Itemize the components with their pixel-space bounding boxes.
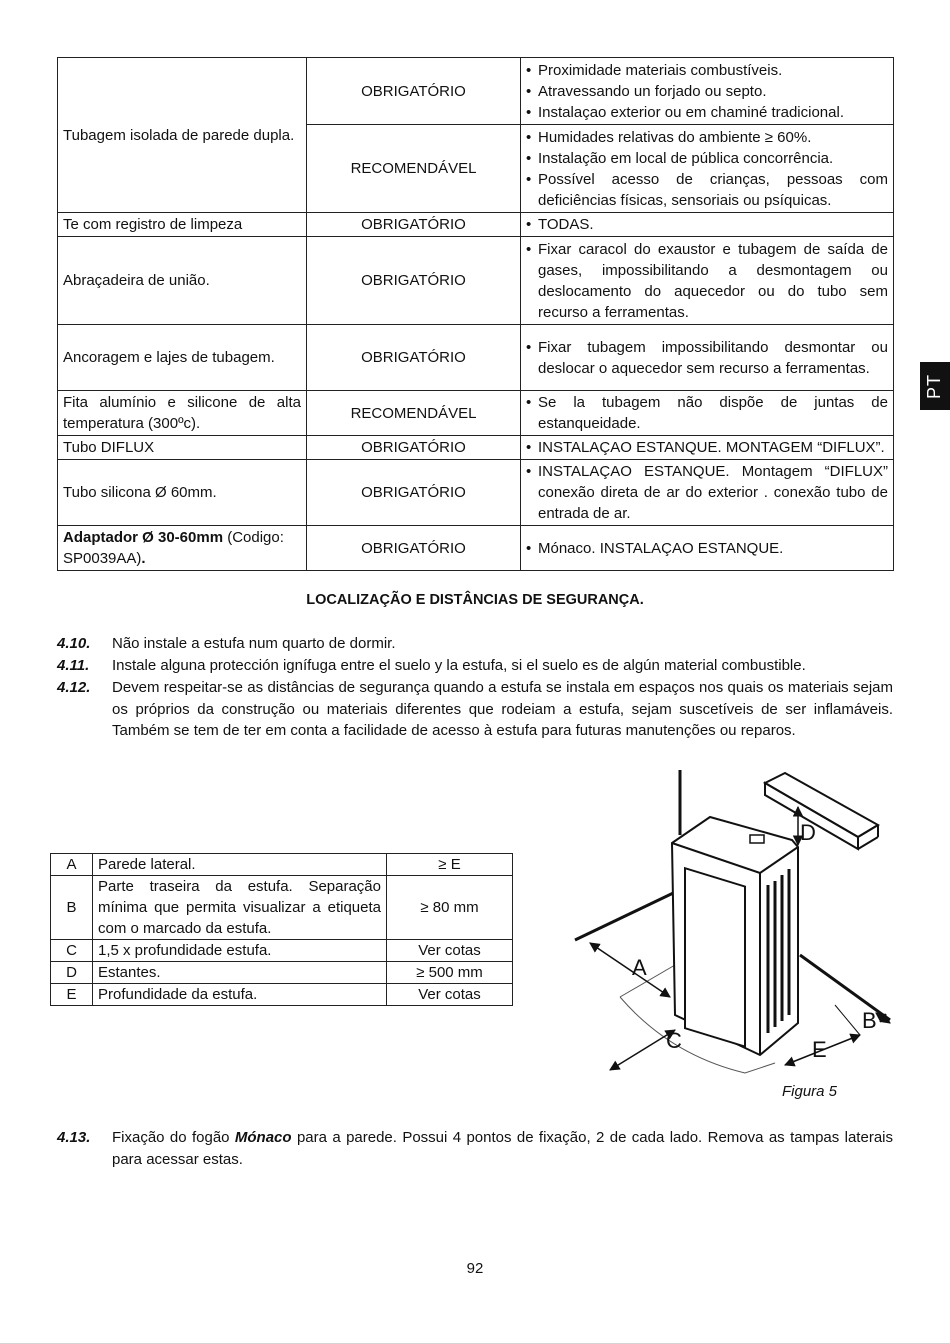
- figure-caption: Figura 5: [782, 1083, 838, 1100]
- item-cell: Tubo silicona Ø 60mm.: [58, 460, 307, 526]
- paragraph-number: 4.10.: [57, 635, 91, 652]
- item-cell: Abraçadeira de união.: [58, 237, 307, 325]
- paragraph-text-post: para a parede. Possui 4 pontos de fixação, 2 de cada lado. Remova as tampas laterais para acessar estas.: [112, 1129, 893, 1168]
- letter-cell: A: [51, 854, 93, 876]
- bullet-item: • TODAS.: [526, 214, 888, 235]
- section-heading: LOCALIZAÇÃO E DISTÂNCIAS DE SEGURANÇA.: [306, 592, 644, 608]
- requirements-table: [57, 57, 894, 571]
- label-c: C: [666, 1028, 682, 1053]
- label-e: E: [812, 1037, 827, 1062]
- paragraph-text: Devem respeitar-se as distâncias de segurança quando a estufa se instala em espaços nos quais os materiais sejam os próprios da construção ou materiais diferentes que rodeiam a estufa, sejam suscetíveis de ser inflamáveis. Também se tem de ter em conta a facilidade de acesso à estufa para futuras manutenções ou reparos.: [112, 679, 893, 739]
- desc-cell: Parede lateral.: [93, 854, 387, 876]
- status-cell: OBRIGATÓRIO: [307, 526, 521, 571]
- item-cell: [58, 526, 307, 571]
- dimension-a-arrow: [590, 943, 670, 997]
- status-cell: OBRIGATÓRIO: [307, 436, 521, 460]
- bullets-cell: [521, 125, 894, 213]
- language-tab: [920, 362, 950, 410]
- paragraph-text: Instale alguna protección ignífuga entre el suelo y la estufa, si el suelo es de algún material combustible.: [112, 657, 806, 674]
- table-row: [58, 526, 894, 571]
- status-cell: RECOMENDÁVEL: [307, 391, 521, 436]
- paragraph-number: 4.12.: [57, 679, 91, 696]
- status-cell: OBRIGATÓRIO: [307, 213, 521, 237]
- paragraph-number: 4.11.: [57, 657, 90, 674]
- item-text: (Codigo: SP0039AA): [63, 529, 284, 567]
- item-cell: Ancoragem e lajes de tubagem.: [58, 325, 307, 391]
- bullets-cell: [521, 58, 894, 125]
- table-row: [51, 876, 513, 940]
- paragraph-text-pre: Fixação do fogão: [112, 1129, 235, 1146]
- value-cell: ≥ E: [387, 854, 513, 876]
- bullets-cell: [521, 213, 894, 237]
- item-cell: Tubo DIFLUX: [58, 436, 307, 460]
- language-tab-label: PT: [924, 373, 945, 399]
- label-b: B: [862, 1008, 877, 1033]
- table-row: [58, 58, 894, 125]
- desc-cell: Profundidade da estufa.: [93, 984, 387, 1006]
- value-cell: Ver cotas: [387, 940, 513, 962]
- status-cell: OBRIGATÓRIO: [307, 237, 521, 325]
- label-d: D: [800, 820, 816, 845]
- bullet-item: • Proximidade materiais combustíveis.: [526, 60, 888, 81]
- table-row: [58, 436, 894, 460]
- letter-cell: D: [51, 962, 93, 984]
- bullet-item: • Instalaçao exterior ou em chaminé tradicional.: [526, 102, 888, 123]
- bullet-item: • Instalação em local de pública concorrência.: [526, 148, 888, 169]
- status-cell: OBRIGATÓRIO: [307, 460, 521, 526]
- dimension-e-extension: [835, 1005, 860, 1035]
- bullets-cell: [521, 391, 894, 436]
- bullet-item: • Fixar tubagem impossibilitando desmontar ou deslocar o aquecedor sem recurso a ferramentas.: [526, 337, 888, 379]
- table-row: [58, 237, 894, 325]
- table-row: [58, 460, 894, 526]
- item-cell: Fita alumínio e silicone de alta temperatura (300ºc).: [58, 391, 307, 436]
- page-number: 92: [466, 1260, 484, 1277]
- table-row: [58, 391, 894, 436]
- value-cell: ≥ 500 mm: [387, 962, 513, 984]
- item-cell: Te com registro de limpeza: [58, 213, 307, 237]
- bullet-item: • INSTALAÇAO ESTANQUE. MONTAGEM “DIFLUX”.: [526, 437, 888, 458]
- label-a: A: [632, 955, 647, 980]
- paragraph-text: [112, 1127, 893, 1170]
- table-row: [51, 984, 513, 1006]
- desc-cell: 1,5 x profundidade estufa.: [93, 940, 387, 962]
- bullet-item: • Se la tubagem não dispõe de juntas de estanqueidade.: [526, 392, 888, 434]
- letter-cell: B: [51, 876, 93, 940]
- status-cell: RECOMENDÁVEL: [307, 125, 521, 213]
- paragraph-text: Não instale a estufa num quarto de dormir.: [112, 635, 396, 652]
- paragraph-4-11: [57, 655, 893, 677]
- table-row: [58, 325, 894, 391]
- bullet-item: • Fixar caracol do exaustor e tubagem de saída de gases, impossibilitando a desmontagem ou deslocamento do aquecedor ou do tubo sem recurso a ferramentas.: [526, 239, 888, 323]
- bullet-item: • INSTALAÇAO ESTANQUE. Montagem “DIFLUX” conexão direta de ar do exterior . conexão tubo de entrada de ar.: [526, 461, 888, 524]
- bullet-item: • Atravessando un forjado ou septo.: [526, 81, 888, 102]
- paragraph-4-10: [57, 633, 893, 655]
- bullet-item: • Mónaco. INSTALAÇAO ESTANQUE.: [526, 538, 888, 559]
- letter-cell: E: [51, 984, 93, 1006]
- value-cell: Ver cotas: [387, 984, 513, 1006]
- product-name: Mónaco: [234, 1129, 292, 1146]
- desc-cell: Estantes.: [93, 962, 387, 984]
- bullet-item: • Possível acesso de crianças, pessoas com deficiências físicas, sensoriais ou psíquicas.: [526, 169, 888, 211]
- bullets-cell: [521, 460, 894, 526]
- desc-cell: Parte traseira da estufa. Separação mínima que permita visualizar a etiqueta com o marcado da estufa.: [93, 876, 387, 940]
- status-cell: OBRIGATÓRIO: [307, 325, 521, 391]
- paragraph-4-12: [57, 677, 893, 742]
- table-row: [58, 213, 894, 237]
- paragraph-4-13: [57, 1127, 893, 1170]
- item-cell: [58, 58, 307, 213]
- distances-table: [50, 853, 513, 1006]
- bullets-cell: [521, 237, 894, 325]
- paragraph-number: 4.13.: [57, 1129, 91, 1146]
- bullet-item: • Humidades relativas do ambiente ≥ 60%.: [526, 127, 888, 148]
- table-row: [51, 962, 513, 984]
- item-bold-text: Adaptador Ø 30-60mm: [63, 529, 224, 546]
- stove-distances-figure: [560, 765, 900, 1080]
- status-cell: OBRIGATÓRIO: [307, 58, 521, 125]
- stove-shape: [672, 817, 798, 1055]
- bullets-cell: [521, 526, 894, 571]
- letter-cell: C: [51, 940, 93, 962]
- table-row: [51, 940, 513, 962]
- value-cell: ≥ 80 mm: [387, 876, 513, 940]
- item-text: Tubagem isolada de parede dupla.: [63, 126, 295, 144]
- bullets-cell: [521, 325, 894, 391]
- bullets-cell: [521, 436, 894, 460]
- table-row: [51, 854, 513, 876]
- item-end: .: [141, 550, 146, 567]
